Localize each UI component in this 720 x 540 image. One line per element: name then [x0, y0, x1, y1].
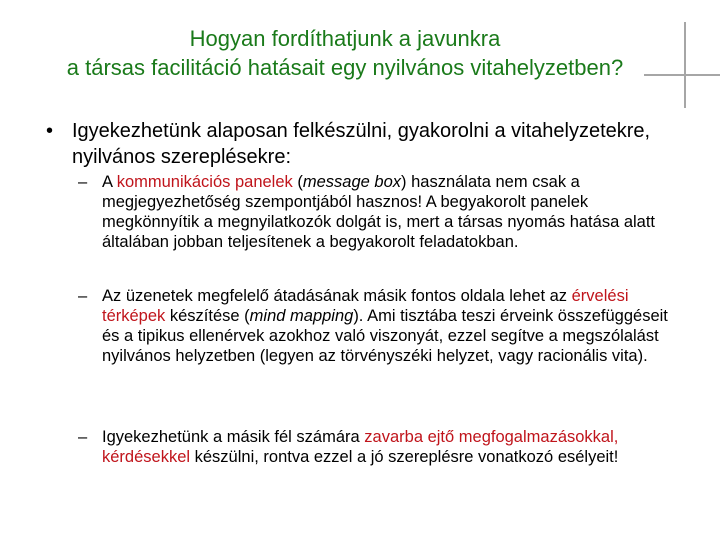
text-segment: készítése (	[165, 307, 250, 325]
main-bullet	[46, 118, 686, 170]
italic-term: mind mapping	[249, 307, 354, 325]
highlight-term: kommunikációs panelek	[116, 173, 293, 191]
italic-term: message box	[302, 173, 402, 191]
sub-bullet-text	[102, 172, 678, 252]
text-segment: Igyekezhetünk a másik fél számára	[102, 428, 365, 446]
sub-bullet-mind-mapping	[78, 286, 678, 366]
text-segment: Az üzenetek megfelelő átadásának másik fontos oldala lehet az	[102, 287, 572, 305]
bullet-marker: •	[46, 120, 54, 142]
text-segment: A	[102, 173, 117, 191]
highlight-term: zavarba ejtő megfogalmazásokkal, kérdésekkel	[102, 428, 619, 466]
title-line-1: Hogyan fordíthatjunk a javunkra	[189, 26, 501, 51]
main-bullet-text: Igyekezhetünk alaposan felkészülni, gyakorolni a vitahelyzetekre, nyilvános szereplésekre:	[72, 120, 651, 168]
sub-bullet-text	[102, 286, 678, 366]
text-segment: készülni, rontva ezzel a jó szereplésre vonatkozó esélyeit!	[190, 448, 619, 466]
text-segment: ). Ami tisztába teszi érveink összefüggéseit és a tipikus ellenérvek azokhoz való viszonyát, ezzel segítve a megszólalást nyilvános helyzetben (legyen az törvényszéki helyzet, vagy racionális vita).	[102, 307, 668, 365]
highlight-term: érvelési térképek	[102, 287, 629, 325]
decorative-vertical-line	[684, 22, 686, 108]
text-segment: (	[292, 173, 303, 191]
text-segment: ) használata nem csak a megjegyezhetőség szempontjából hasznos! A begyakorolt panelek megkönnyítik a megnyilatkozók dolgát is, mert a társas nyomás hatása alatt általában jobban teljesítenek a begyakorolt feladatokban.	[102, 173, 656, 251]
sub-bullet-confusing	[78, 427, 678, 467]
sub-bullet-text	[102, 427, 678, 467]
title-line-2: a társas facilitáció hatásait egy nyilvános vitahelyzetben?	[66, 55, 624, 80]
dash-marker: –	[78, 173, 88, 191]
dash-marker: –	[78, 428, 88, 446]
sub-bullet-panels	[78, 172, 678, 252]
slide-title	[30, 24, 660, 82]
dash-marker: –	[78, 287, 88, 305]
